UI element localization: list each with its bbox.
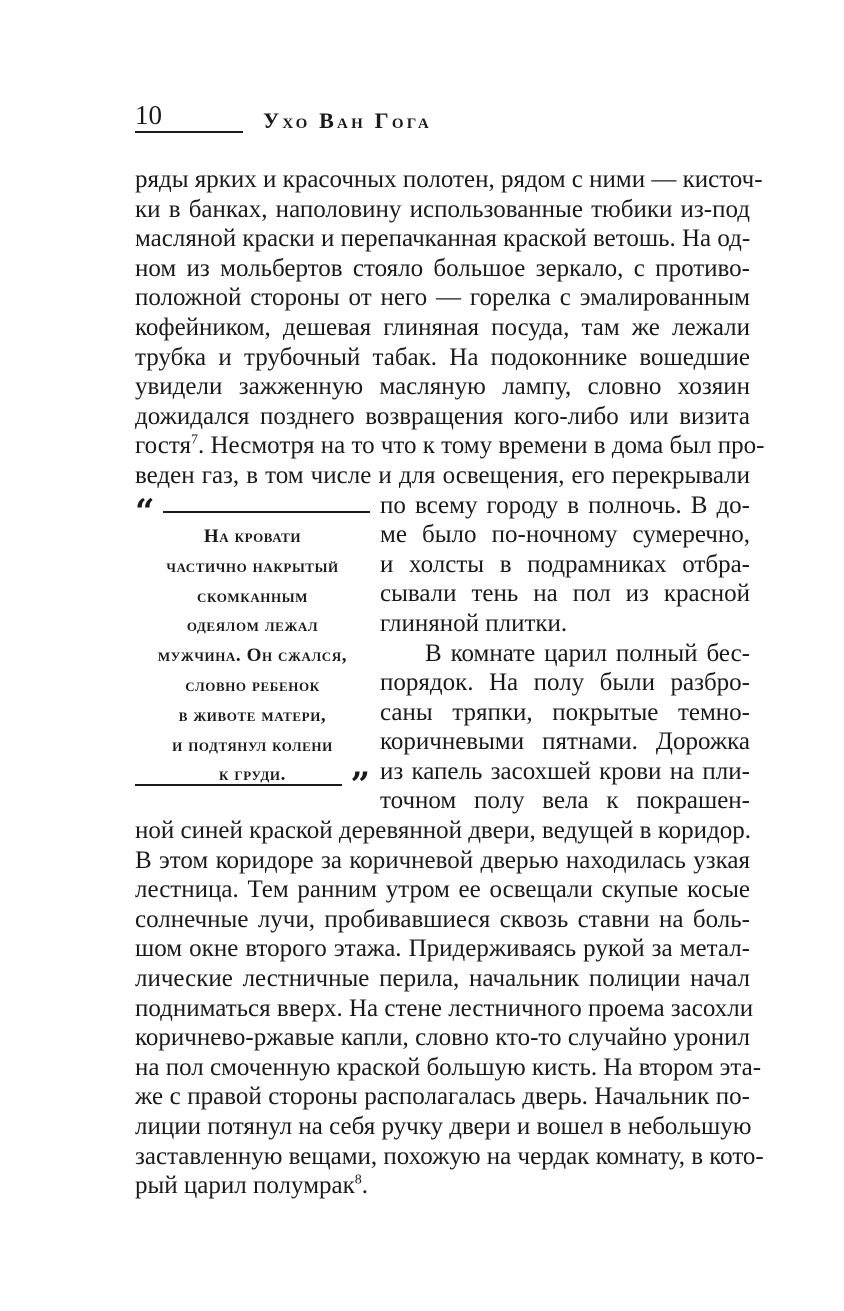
pull-quote-line: словно ребенок bbox=[185, 674, 320, 696]
text-line: положной стороны от него — горелка с эмалированным bbox=[135, 284, 750, 312]
text-line: шом окне второго этажа. Придерживаясь рукой за метал- bbox=[135, 935, 750, 963]
text-line: из капель засохшей крови на пли- bbox=[380, 757, 750, 785]
text-line: дожидался позднего возвращения кого-либо или визита bbox=[135, 402, 750, 430]
pull-quote-line: мужчина. Он сжался, bbox=[157, 645, 348, 667]
pull-quote-line: одеялом лежал bbox=[186, 615, 319, 637]
text-line: подниматься вверх. На стене лестничного проема засохли bbox=[135, 994, 754, 1022]
pull-quote-line: скомканным bbox=[197, 585, 308, 607]
text-line: ряды ярких и красочных полотен, рядом с ними — кисточ- bbox=[135, 166, 763, 193]
running-title: Ухо Ван Гога bbox=[263, 108, 432, 133]
text-line: ной синей краской деревянной двери, ведущей в коридор. bbox=[135, 817, 751, 845]
text-line: порядок. На полу были разбро- bbox=[380, 669, 750, 697]
text-line bbox=[135, 431, 765, 461]
text-line: заставленную вещами, похожую на чердак комнату, в кото- bbox=[135, 1142, 764, 1170]
text-line: саны тряпки, покрытые темно- bbox=[380, 698, 750, 726]
text-line: ки в банках, наполовину использованные тюбики из-под bbox=[135, 195, 750, 223]
text-fragment: гостя bbox=[135, 432, 191, 460]
text-line: масляной краски и перепачканная краской ветошь. На од- bbox=[135, 225, 751, 253]
text-line: глиняной плитки. bbox=[380, 609, 568, 637]
pull-quote-line: На кровати bbox=[203, 526, 302, 547]
text-line: по всему городу в полночь. В до- bbox=[380, 491, 750, 519]
page-number: 10 bbox=[135, 100, 162, 130]
text-line: ном из мольбертов стояло большое зеркало, с противо- bbox=[135, 254, 750, 282]
text-line: увидели зажженную масляную лампу, словно хозяин bbox=[135, 373, 750, 401]
pull-quote-bottom-rule bbox=[135, 784, 342, 786]
text-line: лические лестничные перила, начальник полиции начал bbox=[135, 965, 750, 993]
text-line: В комнате царил полный бес- bbox=[425, 639, 750, 667]
text-fragment: . bbox=[361, 1172, 369, 1200]
text-line: солнечные лучи, пробивавшиеся сквозь ставни на боль- bbox=[135, 905, 750, 933]
pull-quote bbox=[135, 492, 370, 805]
pull-quote-text bbox=[135, 522, 370, 790]
pull-quote-line: и подтянул колени bbox=[172, 734, 333, 756]
header-rule bbox=[135, 131, 243, 133]
text-fragment: рый царил полумрак bbox=[135, 1172, 355, 1200]
text-line: веден газ, в том числе и для освещения, его перекрывали bbox=[135, 461, 750, 489]
text-line: лестница. Тем ранним утром ее освещали скупые косые bbox=[135, 876, 750, 904]
close-quote-mark: ” bbox=[350, 765, 370, 805]
text-line: на пол смоченную краской большую кисть. На втором эта- bbox=[135, 1053, 762, 1081]
text-line: кофейником, дешевая глиняная посуда, там же лежали bbox=[135, 313, 750, 341]
text-fragment: . Несмотря на то что к тому времени в дома был про- bbox=[197, 432, 765, 460]
footnote-ref-7[interactable]: 7 bbox=[190, 433, 198, 449]
text-line: ме было по-ночному сумеречно, bbox=[380, 521, 750, 549]
pull-quote-top-rule bbox=[163, 511, 370, 513]
text-line: трубка и трубочный табак. На подоконнике вошедшие bbox=[135, 343, 750, 371]
text-line: же с правой стороны располагалась дверь. Начальник по- bbox=[135, 1083, 750, 1111]
pull-quote-line: частично накрытый bbox=[166, 555, 339, 577]
text-line bbox=[135, 1171, 750, 1201]
text-line: лиции потянул на себя ручку двери и вошел в небольшую bbox=[135, 1113, 752, 1140]
text-line: точном полу вела к покрашен- bbox=[380, 787, 750, 815]
text-line: коричневыми пятнами. Дорожка bbox=[380, 728, 750, 756]
text-line: сывали тень на пол из красной bbox=[380, 580, 750, 608]
pull-quote-line: к груди. bbox=[219, 764, 286, 786]
text-line: коричнево-ржавые капли, словно кто-то случайно уронил bbox=[135, 1024, 750, 1052]
text-line: и холсты в подрамниках отбра- bbox=[380, 550, 750, 578]
pull-quote-line: в животе матери, bbox=[178, 704, 327, 726]
footnote-ref-8[interactable]: 8 bbox=[354, 1172, 362, 1188]
page-header bbox=[135, 100, 755, 140]
open-quote-mark: “ bbox=[135, 492, 155, 532]
text-line: В этом коридоре за коричневой дверью находилась узкая bbox=[135, 846, 750, 874]
